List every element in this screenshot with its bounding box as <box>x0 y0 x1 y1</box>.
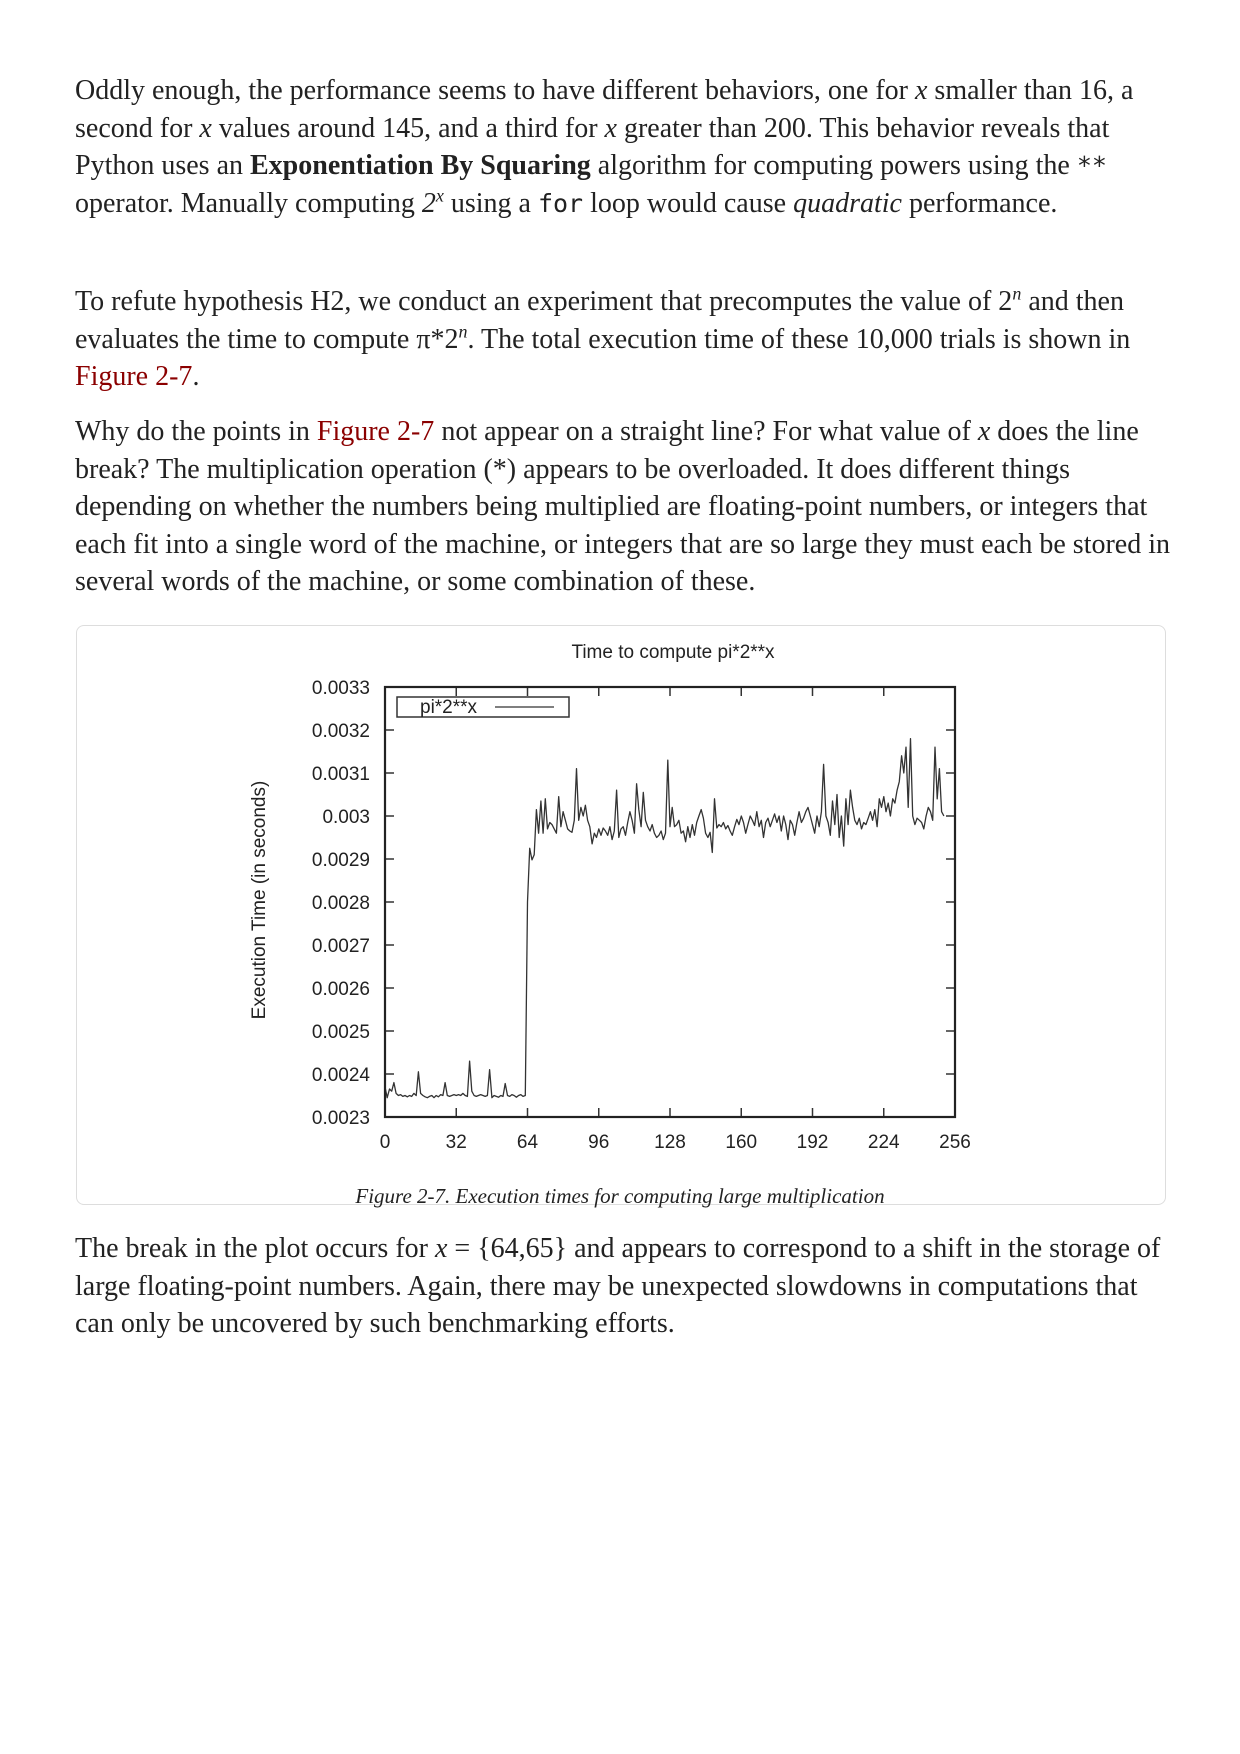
paragraph-conclusion: The break in the plot occurs for x = {64,65} and appears to correspond to a shift in the storage of large floating-point numbers. Again, there may be unexpected slowdowns in computations that can only be uncovered by such benchmarking efforts. <box>75 1233 1161 1339</box>
plot-frame <box>385 687 955 1117</box>
math-x: x <box>434 1233 448 1264</box>
y-tick-label: 0.0026 <box>311 979 370 1000</box>
math-x: x <box>604 112 617 144</box>
math-exponent: n <box>458 321 468 342</box>
x-tick-label: 0 <box>379 1132 391 1153</box>
x-tick-label: 160 <box>725 1132 758 1153</box>
y-tick-label: 0.0024 <box>311 1065 370 1086</box>
x-tick-label: 64 <box>516 1132 539 1153</box>
figure-caption: Figure 2-7. Execution times for computing large multiplication <box>355 1184 885 1208</box>
chart-title: Time to compute pi*2**x <box>571 642 775 663</box>
paragraph-question: Why do the points in Figure 2-7 not appear on a straight line? For what value of x does the line break? The multiplication operation (*) appears to be overloaded. It does different things depending on whether the numbers being multiplied are floating-point numbers, or integers that each fit into a single word of the machine, or integers that are so large they must each be stored in several words of the machine, or some combination of these. <box>75 416 1171 597</box>
math-base: 2 <box>421 187 436 219</box>
x-tick-label: 32 <box>445 1132 467 1153</box>
y-tick-label: 0.0031 <box>311 764 370 785</box>
y-tick-label: 0.0025 <box>311 1022 370 1043</box>
x-tick-label: 224 <box>867 1132 900 1153</box>
series-line-pi-2-x <box>385 739 944 1098</box>
y-tick-label: 0.0032 <box>311 721 370 742</box>
y-tick-label: 0.0033 <box>311 678 370 699</box>
y-axis <box>312 678 955 1129</box>
math-x: x <box>199 112 212 144</box>
figure-link[interactable]: Figure 2-7 <box>75 361 193 392</box>
y-tick-label: 0.003 <box>322 807 370 828</box>
bold-term: Exponentiation By Squaring <box>250 150 591 181</box>
math-exponent: n <box>1012 283 1022 304</box>
legend-label: pi*2**x <box>420 697 478 718</box>
italic-term: quadratic <box>793 187 902 219</box>
y-tick-label: 0.0029 <box>311 850 370 871</box>
math-x: x <box>914 75 928 106</box>
for-keyword-code: for <box>537 188 584 218</box>
math-exponent: x <box>435 185 444 206</box>
paragraph-performance-behaviors: Oddly enough, the performance seems to have different behaviors, one for x smaller than 16, a second for x values around 145, and a third for x greater than 200. This behavior reveals that Python uses an Exponentiation By Squaring algorithm for computing powers using the ** operator. Manually computing 2$^x$ using a for loop would cause quadratic performance. <box>75 75 1134 219</box>
x-tick-label: 96 <box>588 1132 610 1153</box>
figure-link[interactable]: Figure 2-7 <box>316 416 435 447</box>
operator-code: ** <box>1076 151 1107 180</box>
y-axis-label: Execution Time (in seconds) <box>249 780 270 1020</box>
y-tick-label: 0.0023 <box>311 1108 370 1129</box>
x-tick-label: 192 <box>796 1132 829 1153</box>
math-x: x <box>977 416 991 447</box>
paragraph-hypothesis-h2: To refute hypothesis H2, we conduct an experiment that precomputes the value of 2$^n$ and then evaluates the time to compute π*2$^n$. The total execution time of these 10,000 trials is shown in Figure 2-7. <box>75 283 1131 392</box>
x-tick-label: 128 <box>654 1132 686 1153</box>
y-tick-label: 0.0027 <box>311 936 370 957</box>
y-tick-label: 0.0028 <box>311 893 370 914</box>
legend <box>397 697 569 718</box>
x-tick-label: 256 <box>939 1132 971 1153</box>
